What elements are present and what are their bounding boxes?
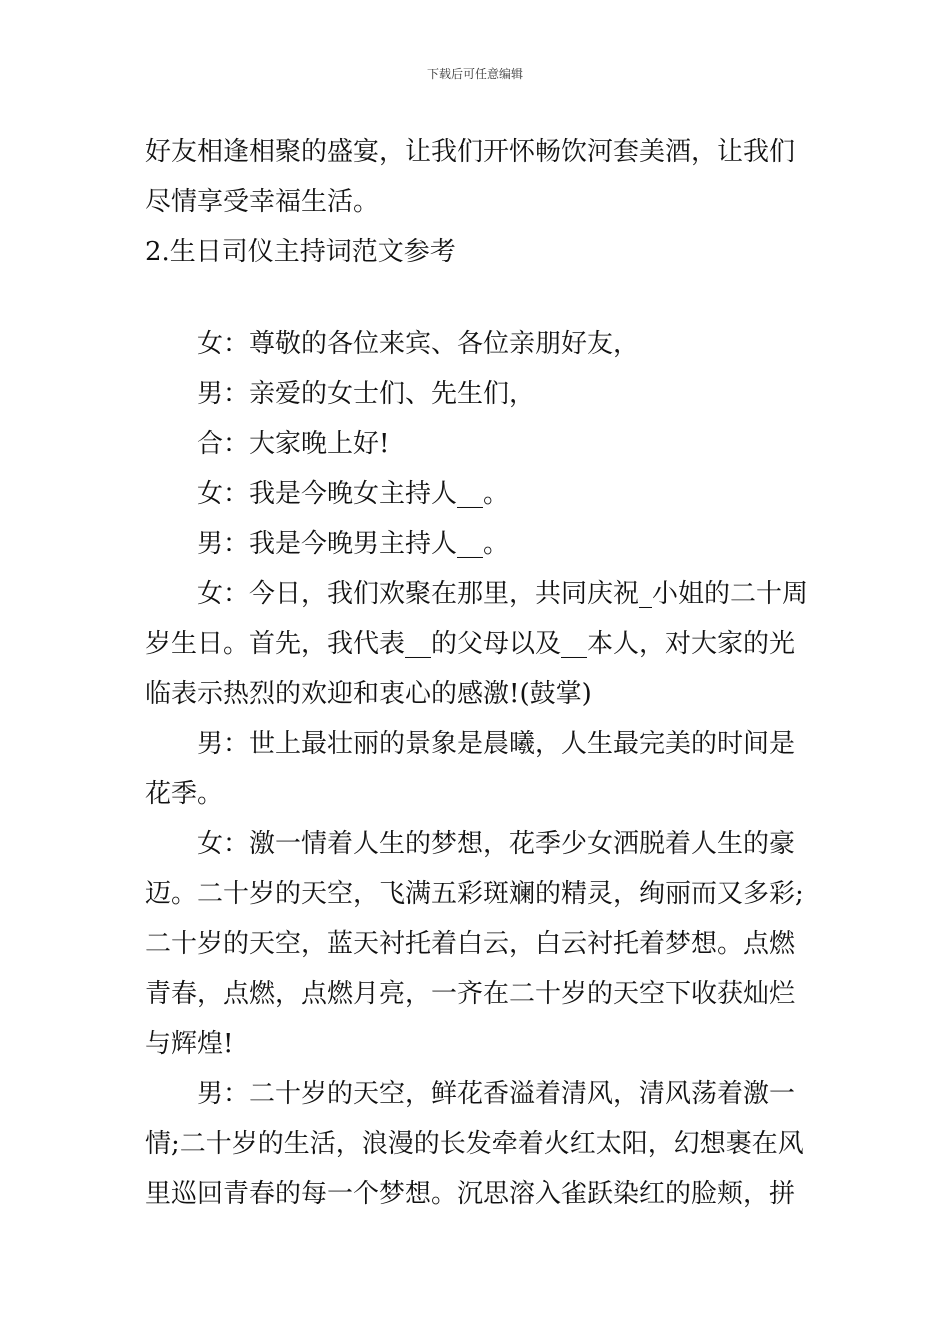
- text-line: 青春，点燃，点燃月亮，一齐在二十岁的天空下收获灿烂: [145, 979, 796, 1009]
- dialogue-line: 女：我是今晚女主持人__。: [197, 479, 510, 509]
- text-line: 里巡回青春的每一个梦想。沉思溶入雀跃染红的脸颊，拼: [145, 1179, 796, 1209]
- text-line: 临表示热烈的欢迎和衷心的感激!(鼓掌): [145, 679, 592, 709]
- spacer: [145, 277, 810, 319]
- text-line: 好友相逢相聚的盛宴，让我们开怀畅饮河套美酒，让我们: [145, 137, 796, 167]
- document-body: [145, 127, 810, 1219]
- dialogue-line: 合：大家晚上好!: [197, 429, 390, 459]
- section-heading: 2.生日司仪主持词范文参考: [145, 237, 456, 267]
- dialogue-line: 女：尊敬的各位来宾、各位亲朋好友，: [197, 329, 640, 359]
- dialogue-line: 男：亲爱的女士们、先生们，: [197, 379, 536, 409]
- text-line: 花季。: [145, 779, 224, 809]
- text-line: 二十岁的天空，蓝天衬托着白云，白云衬托着梦想。点燃: [145, 929, 796, 959]
- dialogue-line: 男：我是今晚男主持人__。: [197, 529, 510, 559]
- text-line: 情;二十岁的生活，浪漫的长发牵着火红太阳，幻想裹在风: [145, 1129, 804, 1159]
- text-line: 迈。二十岁的天空，飞满五彩斑斓的精灵，绚丽而又多彩;: [145, 879, 804, 909]
- text-line: 尽情享受幸福生活。: [145, 187, 380, 217]
- dialogue-line: 女：激一情着人生的梦想，花季少女洒脱着人生的豪: [197, 829, 796, 859]
- dialogue-line: 男：世上最壮丽的景象是晨曦，人生最完美的时间是: [197, 729, 796, 759]
- text-line: 与辉煌!: [145, 1029, 234, 1059]
- dialogue-line: 男：二十岁的天空，鲜花香溢着清风，清风荡着激一: [197, 1079, 796, 1109]
- dialogue-line: 女：今日，我们欢聚在那里，共同庆祝_小姐的二十周: [197, 579, 809, 609]
- page-header: 下载后可任意编辑: [426, 67, 523, 81]
- text-line: 岁生日。首先，我代表__的父母以及__本人，对大家的光: [145, 629, 796, 659]
